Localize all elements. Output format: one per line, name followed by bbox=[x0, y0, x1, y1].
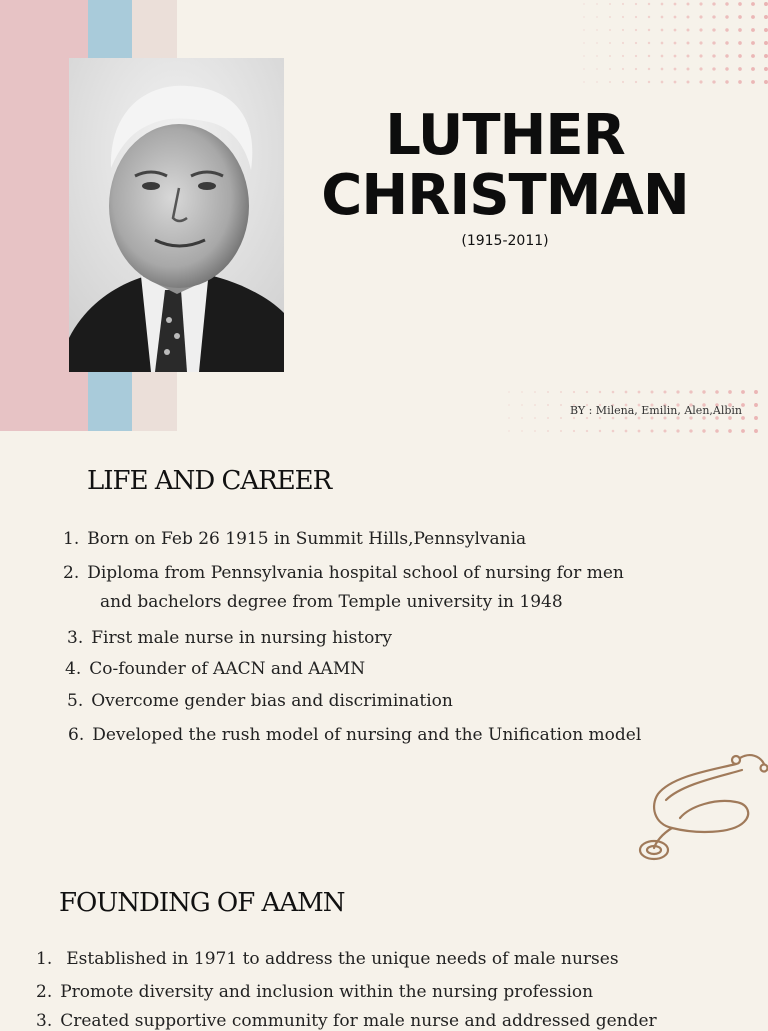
decor-dot bbox=[699, 54, 702, 57]
decor-dot bbox=[725, 54, 728, 57]
list-item-text: Established in 1971 to address the unique needs of male nurses bbox=[66, 949, 619, 969]
decor-dot bbox=[687, 29, 690, 32]
decor-dot bbox=[712, 54, 715, 57]
decor-dot bbox=[764, 67, 768, 71]
decor-dot bbox=[609, 29, 611, 31]
authors-byline: BY : Milena, Emilin, Alen,Albin bbox=[569, 404, 742, 417]
decor-dot bbox=[596, 55, 598, 57]
decor-dot bbox=[674, 81, 677, 84]
decor-dot bbox=[599, 391, 601, 393]
list-item-number: 2. bbox=[36, 982, 53, 1002]
decor-dot bbox=[547, 391, 549, 393]
decor-dot bbox=[738, 80, 742, 84]
decor-dot bbox=[764, 54, 768, 58]
decor-dot bbox=[651, 430, 654, 433]
list-item bbox=[36, 1011, 657, 1031]
decor-dot bbox=[674, 55, 677, 58]
decor-dot bbox=[534, 430, 536, 432]
decor-dot bbox=[751, 41, 755, 45]
list-item-number: 1. bbox=[36, 949, 53, 969]
decor-dot bbox=[663, 429, 666, 432]
stethoscope-icon bbox=[632, 748, 768, 864]
decor-dot bbox=[609, 3, 611, 5]
decor-dot bbox=[596, 3, 598, 5]
decor-dot bbox=[712, 41, 715, 44]
decor-dot bbox=[728, 429, 732, 433]
decor-dot bbox=[622, 55, 624, 57]
decor-dot bbox=[508, 430, 510, 432]
decor-dot bbox=[764, 28, 768, 32]
decor-dot bbox=[635, 29, 637, 31]
section-heading-founding-of-aamn: FOUNDING OF AAMN bbox=[59, 888, 345, 918]
decor-dot bbox=[676, 429, 679, 432]
decor-dot bbox=[725, 28, 728, 31]
list-item bbox=[36, 949, 619, 969]
decor-dot bbox=[609, 81, 611, 83]
decor-dot bbox=[725, 2, 728, 5]
decor-dot bbox=[751, 2, 755, 6]
list-item-number: 4. bbox=[65, 659, 82, 679]
decor-dot bbox=[635, 16, 637, 18]
decor-dot bbox=[764, 41, 768, 45]
decor-dot bbox=[712, 2, 715, 5]
decor-dot bbox=[676, 390, 679, 393]
decor-dot bbox=[583, 3, 585, 5]
list-item-text: Born on Feb 26 1915 in Summit Hills,Pennsylvania bbox=[87, 529, 527, 549]
list-item-text: First male nurse in nursing history bbox=[91, 628, 393, 648]
decor-dot bbox=[583, 55, 585, 57]
list-item-text: Co-founder of AACN and AAMN bbox=[89, 659, 366, 679]
decor-dot bbox=[599, 430, 601, 432]
decor-dot bbox=[612, 391, 615, 394]
decor-dot bbox=[754, 390, 758, 394]
decor-dot bbox=[596, 16, 598, 18]
decor-dot bbox=[648, 55, 650, 57]
decor-dot bbox=[702, 390, 705, 393]
decor-dot bbox=[738, 2, 742, 6]
list-item bbox=[67, 628, 392, 648]
decor-dot bbox=[635, 81, 637, 83]
decor-dot bbox=[560, 417, 562, 419]
decor-dot bbox=[699, 28, 702, 31]
decor-dot bbox=[661, 55, 664, 58]
decor-dot bbox=[583, 42, 585, 44]
decor-dot bbox=[751, 54, 755, 58]
decor-dot bbox=[738, 15, 742, 19]
page-title-line-2: CHRISTMAN bbox=[321, 163, 689, 228]
decor-dot bbox=[609, 42, 611, 44]
decor-dot bbox=[687, 68, 690, 71]
decor-dot bbox=[534, 391, 536, 393]
list-item bbox=[63, 563, 624, 583]
decor-dot bbox=[635, 68, 637, 70]
decor-dot bbox=[521, 417, 523, 419]
decor-dot bbox=[586, 417, 588, 419]
decor-dot bbox=[508, 404, 510, 406]
decor-dot bbox=[764, 2, 768, 6]
decor-dot bbox=[687, 42, 690, 45]
decor-dot bbox=[715, 390, 719, 394]
decor-dot bbox=[534, 417, 536, 419]
decor-dot bbox=[583, 16, 585, 18]
decor-dot bbox=[687, 3, 690, 6]
decor-dot bbox=[612, 417, 615, 420]
decor-dot bbox=[625, 391, 628, 394]
list-item bbox=[68, 725, 641, 745]
decor-dot bbox=[596, 42, 598, 44]
decor-dot bbox=[521, 404, 523, 406]
decor-dot bbox=[622, 3, 624, 5]
decor-dot bbox=[622, 29, 624, 31]
decor-dot bbox=[699, 15, 702, 18]
list-item-number: 6. bbox=[68, 725, 85, 745]
decor-dot bbox=[638, 391, 641, 394]
decor-dot bbox=[635, 55, 637, 57]
decor-dot bbox=[547, 430, 549, 432]
decor-dot bbox=[661, 81, 664, 84]
decor-dot bbox=[622, 68, 624, 70]
decor-dot bbox=[699, 2, 702, 5]
decor-dot bbox=[741, 390, 745, 394]
decor-dot bbox=[674, 16, 677, 19]
decor-dot bbox=[712, 80, 715, 83]
decor-dot bbox=[635, 3, 637, 5]
decor-dot bbox=[689, 429, 692, 432]
decor-dot bbox=[622, 81, 624, 83]
decor-dot bbox=[674, 68, 677, 71]
list-item bbox=[67, 691, 453, 711]
decor-dot bbox=[702, 429, 705, 432]
decor-dot bbox=[609, 68, 611, 70]
decor-dot bbox=[648, 81, 650, 83]
decor-dot bbox=[751, 67, 755, 71]
decor-dot bbox=[738, 41, 742, 45]
decor-dot bbox=[725, 41, 728, 44]
decor-dot bbox=[648, 68, 650, 70]
decor-dot bbox=[508, 391, 510, 393]
decor-dot-pattern-top bbox=[580, 0, 768, 95]
decor-dot bbox=[583, 29, 585, 31]
decor-dot bbox=[728, 390, 732, 394]
decor-dot bbox=[560, 430, 562, 432]
list-item bbox=[36, 982, 593, 1002]
list-item-number: 3. bbox=[67, 628, 84, 648]
decor-dot bbox=[754, 416, 758, 420]
decor-dot bbox=[751, 28, 755, 32]
decor-dot bbox=[622, 42, 624, 44]
decor-dot bbox=[661, 68, 664, 71]
list-item-text: Created supportive community for male nurse and addressed gender bbox=[60, 1011, 657, 1031]
decor-dot bbox=[586, 391, 588, 393]
decor-dot bbox=[738, 54, 742, 58]
decor-dot bbox=[648, 3, 650, 5]
decor-dot bbox=[560, 404, 562, 406]
decor-dot bbox=[625, 417, 628, 420]
decor-dot bbox=[596, 68, 598, 70]
decor-dot bbox=[738, 28, 742, 32]
list-item-continuation: and bachelors degree from Temple university in 1948 bbox=[100, 592, 563, 612]
list-item-text: Diploma from Pennsylvania hospital school of nursing for men bbox=[87, 563, 624, 583]
list-item bbox=[63, 529, 526, 549]
decor-dot bbox=[609, 16, 611, 18]
decor-dot bbox=[661, 29, 664, 32]
decor-dot bbox=[663, 390, 666, 393]
decor-dot bbox=[648, 29, 650, 31]
decor-dot bbox=[521, 391, 523, 393]
decor-dot bbox=[725, 15, 728, 18]
decor-dot bbox=[764, 80, 768, 84]
decor-dot bbox=[583, 68, 585, 70]
list-item-number: 1. bbox=[63, 529, 80, 549]
decor-dot bbox=[560, 391, 562, 393]
list-item-number: 2. bbox=[63, 563, 80, 583]
decor-dot bbox=[689, 390, 692, 393]
list-item-text: Overcome gender bias and discrimination bbox=[91, 691, 453, 711]
decor-dot bbox=[712, 15, 715, 18]
lifespan-years: (1915-2011) bbox=[461, 233, 549, 249]
decor-dot bbox=[648, 42, 650, 44]
decor-dot bbox=[622, 16, 624, 18]
page-title-line-1: LUTHER bbox=[385, 103, 625, 168]
decor-dot bbox=[583, 81, 585, 83]
decor-dot bbox=[725, 80, 728, 83]
decor-dot bbox=[612, 430, 615, 433]
list-item-text: Developed the rush model of nursing and the Unification model bbox=[92, 725, 642, 745]
decor-dot bbox=[715, 429, 719, 433]
list-item-number: 5. bbox=[67, 691, 84, 711]
decor-dot bbox=[521, 430, 523, 432]
decor-dot bbox=[687, 16, 690, 19]
decor-dot bbox=[573, 391, 575, 393]
decor-dot bbox=[699, 80, 702, 83]
decor-dot bbox=[596, 81, 598, 83]
decor-dot bbox=[609, 55, 611, 57]
portrait-photo bbox=[69, 58, 284, 372]
decor-dot bbox=[661, 42, 664, 45]
decor-dot bbox=[635, 42, 637, 44]
decor-dot bbox=[751, 15, 755, 19]
decor-dot bbox=[651, 391, 654, 394]
decor-dot bbox=[638, 417, 641, 420]
decor-dot bbox=[712, 28, 715, 31]
list-item bbox=[65, 659, 365, 679]
decor-dot bbox=[638, 430, 641, 433]
list-item-number: 3. bbox=[36, 1011, 53, 1031]
decor-dot bbox=[738, 67, 742, 71]
decor-dot bbox=[534, 404, 536, 406]
list-item-text: Promote diversity and inclusion within the nursing profession bbox=[60, 982, 594, 1002]
decor-dot bbox=[754, 403, 758, 407]
decor-dot bbox=[687, 55, 690, 58]
decor-dot bbox=[547, 417, 549, 419]
decor-dot bbox=[725, 67, 728, 70]
decor-dot bbox=[754, 429, 758, 433]
decor-dot bbox=[674, 3, 677, 6]
decor-dot bbox=[547, 404, 549, 406]
decor-dot bbox=[599, 417, 601, 419]
decor-dot bbox=[586, 430, 588, 432]
section-heading-life-and-career: LIFE AND CAREER bbox=[87, 466, 332, 496]
decor-dot bbox=[674, 42, 677, 45]
decor-dot bbox=[648, 16, 650, 18]
decor-dot bbox=[712, 67, 715, 70]
decor-dot bbox=[596, 29, 598, 31]
decor-dot bbox=[661, 16, 664, 19]
decor-dot bbox=[699, 41, 702, 44]
decor-dot bbox=[699, 67, 702, 70]
decor-dot bbox=[661, 3, 664, 6]
decor-dot bbox=[573, 430, 575, 432]
decor-dot bbox=[674, 29, 677, 32]
decor-dot bbox=[687, 81, 690, 84]
decor-dot bbox=[751, 80, 755, 84]
decor-dot bbox=[573, 417, 575, 419]
decor-dot bbox=[508, 417, 510, 419]
decor-dot bbox=[625, 430, 628, 433]
decor-dot bbox=[764, 15, 768, 19]
decor-dot bbox=[741, 429, 745, 433]
